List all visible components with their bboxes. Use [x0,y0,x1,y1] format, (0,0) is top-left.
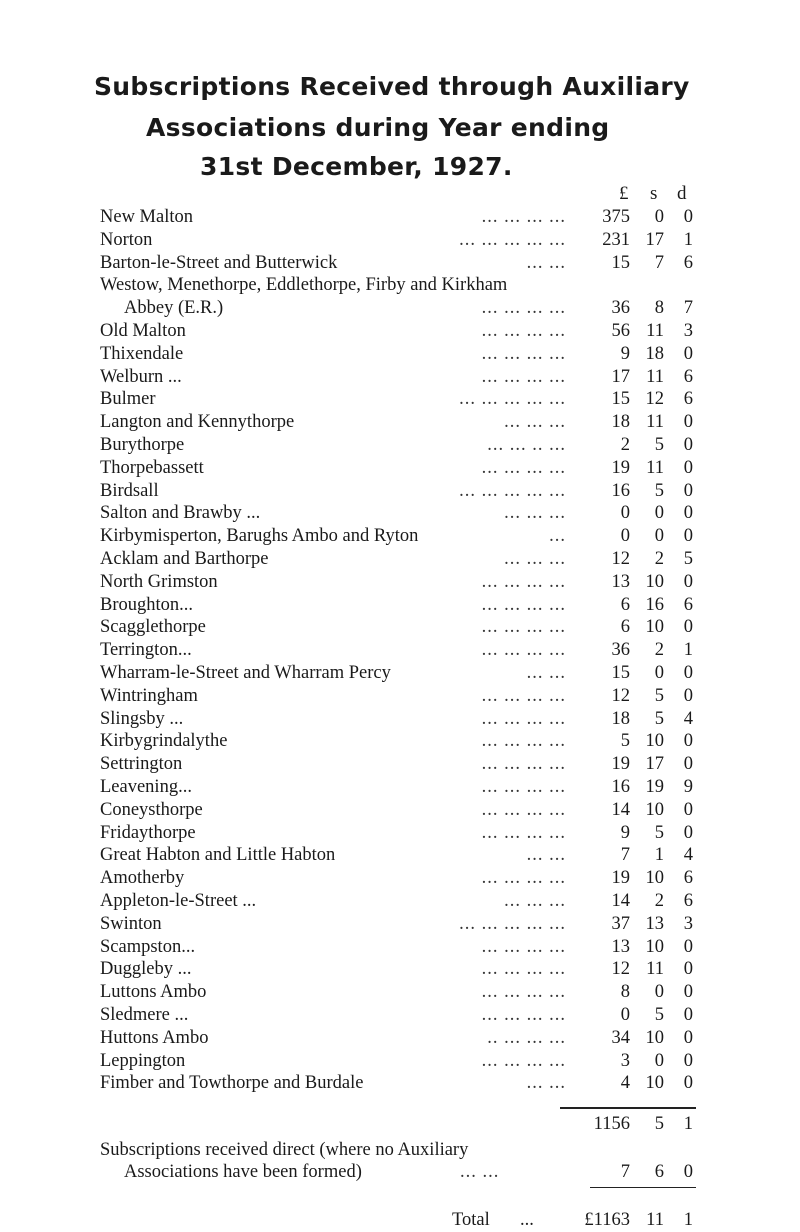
entry-pence: 0 [683,799,693,820]
entry-shillings: 10 [645,617,664,638]
entry-shillings: 1 [654,845,664,866]
table-row [0,1027,800,1050]
entry-pounds: 36 [611,640,630,661]
total-rule [590,1187,696,1188]
entry-pence: 0 [683,412,693,433]
leader-dots: ... ... [526,845,566,866]
leader-dots: ... ... ... ... [481,343,566,364]
leader-dots: ... ... ... ... [481,1050,566,1071]
total-shillings: 11 [646,1210,664,1231]
entry-pounds: 15 [611,663,630,683]
direct-pence: 0 [683,1162,693,1183]
entry-pounds: 5 [620,731,630,752]
entry-name: Burythorpe [100,435,185,455]
entry-name: Scagglethorpe [100,617,206,638]
subtotal-shillings: 5 [654,1114,664,1135]
table-row [0,502,800,525]
entry-pence: 0 [683,982,693,1003]
entry-name: Scampston... [100,936,196,957]
table-row [0,388,800,411]
table-row [0,867,800,890]
table-row [0,206,800,229]
entry-name: Wintringham [100,685,198,706]
entry-pounds: 4 [620,1073,630,1094]
table-row [0,616,800,639]
entry-shillings: 17 [645,229,664,250]
entry-pence: 0 [683,571,693,592]
direct-pounds: 7 [620,1162,630,1183]
entry-name: Kirbygrindalythe [100,731,228,752]
leader-dots: ... ... ... ... ... [459,480,566,501]
total-row [0,1209,800,1232]
title-line-1: Subscriptions Received through Auxiliary [94,72,690,101]
entry-pence: 0 [683,936,693,957]
table-row [0,1050,800,1073]
entry-shillings: 11 [646,412,664,433]
entry-pence: 0 [683,731,693,752]
entry-shillings: 5 [654,480,664,501]
column-header-pounds: £ [619,183,629,204]
table-row [0,844,800,867]
entry-pounds: 231 [602,229,630,250]
leader-dots: ... ... ... ... [481,571,566,592]
entry-shillings: 2 [654,891,664,911]
leader-dots: ... ... ... ... ... [459,913,566,934]
table-row [0,958,800,981]
entry-name-line-1: Westow, Menethorpe, Eddlethorpe, Firby and Kirkham [100,275,508,296]
entry-pence: 1 [683,640,693,661]
leader-dots: ... ... ... ... [481,959,566,980]
entry-pence: 0 [683,343,693,364]
entry-pounds: 16 [611,777,630,797]
table-row [0,708,800,731]
leader-dots: .. ... ... ... [487,1027,566,1048]
entry-name: Appleton-le-Street ... [100,891,257,911]
leader-dots: ... ... [526,663,566,683]
table-row [0,229,800,252]
table-row [0,525,800,548]
entry-pence: 7 [683,298,693,319]
leader-dots: ... ... ... ... [481,457,566,478]
leader-dots: ... ... ... ... [481,982,566,1003]
entry-pounds: 12 [611,549,630,569]
entry-pounds: 13 [611,571,630,592]
entry-name: Old Malton [100,321,186,341]
entry-pence: 0 [683,1073,693,1094]
table-row [0,799,800,822]
entry-shillings: 5 [654,685,664,706]
entry-name: Welburn ... [100,366,182,387]
leader-dots: ... ... ... ... ... [459,389,566,410]
entry-shillings: 13 [645,913,664,934]
leader-dots: ... ... ... ... [481,754,566,775]
entry-pounds: 19 [611,868,630,889]
entry-pounds: 0 [620,1005,630,1025]
leader-dots: ... ... ... [504,412,566,433]
entry-pounds: 18 [611,412,630,433]
entry-shillings: 5 [654,708,664,729]
total-label: Total [452,1210,490,1231]
entry-name: Terrington... [100,640,192,661]
leader-dots: ... ... ... ... [481,207,566,227]
entry-pence: 0 [683,822,693,843]
entry-pence: 0 [683,663,693,683]
column-header-pence: d [677,183,687,204]
direct-shillings: 6 [654,1162,664,1183]
entry-name: Salton and Brawby ... [100,503,261,524]
table-row [0,776,800,799]
entry-shillings: 10 [645,799,664,820]
entry-name: Langton and Kennythorpe [100,412,295,433]
entry-pounds: 15 [611,389,630,410]
table-row [0,548,800,571]
table-row [0,685,800,708]
entry-pence: 0 [683,1005,693,1025]
entry-shillings: 0 [654,663,664,683]
leader-dots: ... ... ... ... [481,777,566,797]
entry-name: Acklam and Barthorpe [100,549,269,569]
subtotal-pounds: 1156 [593,1114,630,1135]
entry-pence: 6 [683,366,693,387]
entry-pence: 6 [683,252,693,273]
entry-pounds: 14 [611,891,630,911]
table-row [0,320,800,343]
leader-dots: ... ... ... [504,503,566,524]
total-dots: ... [520,1210,534,1231]
title-line-2: Associations during Year ending [146,113,610,142]
entry-shillings: 19 [645,777,664,797]
entry-shillings: 11 [646,959,664,980]
entry-name: Slingsby ... [100,708,184,729]
entry-name: Huttons Ambo [100,1027,209,1048]
entry-pence: 0 [683,617,693,638]
entry-pounds: 2 [620,435,630,455]
entry-pence: 0 [683,754,693,775]
entry-pounds: 17 [611,366,630,387]
leader-dots: ... ... ... ... [481,685,566,706]
table-row [0,1072,800,1095]
subtotal-rule [560,1107,696,1109]
subtotal-pence: 1 [683,1114,693,1135]
entry-pence: 0 [683,526,693,547]
entry-pounds: 12 [611,685,630,706]
entry-pounds: 36 [611,298,630,319]
entry-shillings: 10 [645,731,664,752]
title-line-3: 31st December, 1927. [200,152,513,181]
table-row [0,639,800,662]
entry-pence: 6 [683,891,693,911]
entry-shillings: 2 [654,640,664,661]
entry-name: Amotherby [100,868,185,889]
entry-pounds: 19 [611,754,630,775]
entry-name: Barton-le-Street and Butterwick [100,252,338,273]
entry-pounds: 16 [611,480,630,501]
entry-pounds: 19 [611,457,630,478]
entry-pounds: 14 [611,799,630,820]
entry-name: Wharram-le-Street and Wharram Percy [100,663,391,683]
table-row [0,571,800,594]
table-row [0,252,800,275]
entry-shillings: 10 [645,1027,664,1048]
entry-shillings: 17 [645,754,664,775]
leader-dots: ... ... ... ... [481,936,566,957]
entry-pounds: 0 [620,503,630,524]
entry-pence: 5 [683,549,693,569]
direct-label-line-1: Subscriptions received direct (where no Auxiliary [100,1140,469,1161]
entry-pence: 6 [683,594,693,615]
entry-name: Abbey (E.R.) [124,298,224,319]
entry-pence: 0 [683,959,693,980]
table-row [0,457,800,480]
entry-shillings: 0 [654,503,664,524]
entry-shillings: 11 [646,321,664,341]
entry-shillings: 5 [654,435,664,455]
table-row [0,480,800,503]
entry-name: Norton [100,229,153,250]
entry-pounds: 0 [620,526,630,547]
entry-pence: 4 [683,708,693,729]
leader-dots: ... ... .. ... [487,435,566,455]
entry-name: Kirbymisperton, Barughs Ambo and Ryton [100,526,419,547]
table-row [0,411,800,434]
table-row [0,822,800,845]
entry-name: Luttons Ambo [100,982,207,1003]
table-row [0,343,800,366]
entry-name: Duggleby ... [100,959,192,980]
entry-shillings: 7 [654,252,664,273]
table-row [0,753,800,776]
entry-pounds: 34 [611,1027,630,1048]
direct-label-line-2: Associations have been formed) [124,1162,362,1183]
entry-shillings: 8 [654,298,664,319]
entry-name: Settrington [100,754,183,775]
leader-dots: ... ... ... ... [481,366,566,387]
entry-pounds: 8 [620,982,630,1003]
entry-pounds: 15 [611,252,630,273]
leader-dots: ... ... ... ... [481,708,566,729]
direct-dots: ... ... [460,1162,500,1183]
entry-pounds: 9 [620,343,630,364]
leader-dots: ... ... [526,252,566,273]
entry-name: Coneysthorpe [100,799,203,820]
entry-name: Fridaythorpe [100,822,196,843]
leader-dots: ... ... ... ... ... [459,229,566,250]
entry-pence: 0 [683,207,693,227]
entry-shillings: 10 [645,936,664,957]
entry-shillings: 10 [645,868,664,889]
entry-pence: 3 [683,913,693,934]
leader-dots: ... ... ... ... [481,617,566,638]
entry-name: Birdsall [100,480,159,501]
entry-shillings: 12 [645,389,664,410]
entry-pence: 0 [683,480,693,501]
entry-shillings: 10 [645,1073,664,1094]
entry-pounds: 6 [620,617,630,638]
entry-pence: 0 [683,1050,693,1071]
entry-pounds: 375 [602,207,630,227]
entry-pence: 0 [683,503,693,524]
entry-shillings: 11 [646,457,664,478]
table-row [0,662,800,685]
entry-shillings: 18 [645,343,664,364]
entry-shillings: 0 [654,207,664,227]
entry-shillings: 16 [645,594,664,615]
entry-pounds: 6 [620,594,630,615]
leader-dots: ... ... ... ... [481,868,566,889]
table-row [0,1004,800,1027]
entry-pence: 4 [683,845,693,866]
entry-shillings: 10 [645,571,664,592]
entry-name: North Grimston [100,571,218,592]
entry-pounds: 56 [611,321,630,341]
entry-shillings: 11 [646,366,664,387]
leader-dots: ... ... ... [504,549,566,569]
leader-dots: ... ... ... ... [481,1005,566,1025]
leader-dots: ... ... ... ... [481,298,566,319]
table-row [0,890,800,913]
entry-shillings: 2 [654,549,664,569]
entry-pounds: 7 [620,845,630,866]
entry-pence: 9 [683,777,693,797]
entry-pence: 0 [683,435,693,455]
entry-name: Sledmere ... [100,1005,189,1025]
entry-pounds: 37 [611,913,630,934]
table-row [0,913,800,936]
entry-name: Thorpebassett [100,457,204,478]
entry-name: Bulmer [100,389,156,410]
table-row [0,366,800,389]
entry-pence: 6 [683,868,693,889]
leader-dots: ... ... ... ... [481,731,566,752]
entry-shillings: 5 [654,1005,664,1025]
entry-shillings: 0 [654,1050,664,1071]
entry-pence: 0 [683,457,693,478]
table-row [0,981,800,1004]
entry-name: Fimber and Towthorpe and Burdale [100,1073,364,1094]
table-row [0,297,800,320]
column-header-shillings: s [650,183,658,204]
entry-name: Great Habton and Little Habton [100,845,336,866]
entry-name: Thixendale [100,343,184,364]
entry-name: Broughton... [100,594,194,615]
table-row [0,730,800,753]
table-row [0,936,800,959]
entry-pounds: 3 [620,1050,630,1071]
entry-name: New Malton [100,207,193,227]
entry-pounds: 12 [611,959,630,980]
entry-shillings: 0 [654,982,664,1003]
entry-name: Swinton [100,913,162,934]
entry-shillings: 0 [654,526,664,547]
leader-dots: ... ... ... ... [481,822,566,843]
entry-pence: 0 [683,1027,693,1048]
entry-pounds: 18 [611,708,630,729]
entry-name: Leppington [100,1050,186,1071]
subtotal-row [0,1113,800,1136]
entry-pence: 6 [683,389,693,410]
leader-dots: ... ... ... ... [481,594,566,615]
entry-pence: 0 [683,685,693,706]
entry-pounds: 13 [611,936,630,957]
entry-pounds: 9 [620,822,630,843]
direct-row [0,1161,800,1184]
total-pounds: £1163 [584,1210,630,1231]
leader-dots: ... ... ... [504,891,566,911]
leader-dots: ... [549,526,566,547]
leader-dots: ... ... ... ... [481,799,566,820]
table-row [0,434,800,457]
entry-name: Leavening... [100,777,192,797]
total-pence: 1 [683,1210,693,1231]
entry-shillings: 5 [654,822,664,843]
entry-pence: 1 [683,229,693,250]
leader-dots: ... ... ... ... [481,321,566,341]
entry-pence: 3 [683,321,693,341]
table-row [0,594,800,617]
leader-dots: ... ... ... ... [481,640,566,661]
leader-dots: ... ... [526,1073,566,1094]
